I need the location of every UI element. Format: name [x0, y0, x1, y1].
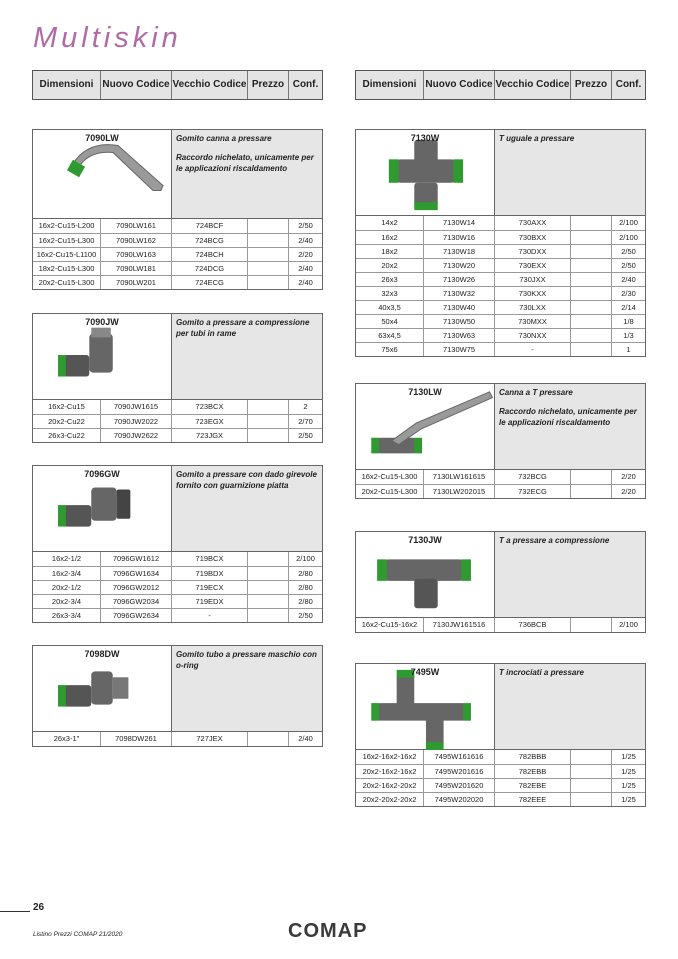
table-row — [356, 750, 645, 764]
table-row — [356, 244, 645, 258]
cell-prezzo — [248, 567, 289, 580]
cell-dimensioni: 20x2-20x2-20x2 — [356, 793, 424, 806]
cell-vecchio-codice: 730AXX — [495, 216, 571, 230]
product-description — [172, 130, 322, 218]
cell-conf: 2/20 — [298, 250, 313, 259]
cell-nuovo-codice: 7098DW261 — [101, 732, 172, 746]
cell-dimensioni: 16x2-Cu15-L1100 — [33, 248, 101, 261]
cell-dimensioni: 20x2-16x2-16x2 — [356, 765, 424, 778]
cell-nuovo-codice: 7495W161616 — [424, 750, 495, 764]
cell-vecchio-codice: 782BBB — [495, 750, 571, 764]
cell-prezzo — [248, 609, 289, 622]
cell-prezzo — [571, 259, 612, 272]
cell-vecchio-codice: 730MXX — [495, 315, 571, 328]
table-row — [356, 484, 645, 498]
description-line: Gomito a pressare con dado girevole fornito con guarnizione piatta — [176, 470, 317, 490]
table-row — [33, 608, 322, 622]
cell-conf: 2/40 — [298, 734, 313, 743]
table-row — [356, 230, 645, 244]
cell-dimensioni: 20x2-Cu15-L300 — [33, 276, 101, 289]
cell-vecchio-codice: 723BCX — [172, 400, 248, 414]
cell-nuovo-codice: 7090LW161 — [101, 219, 172, 233]
cell-conf: 2/40 — [298, 264, 313, 273]
cell-nuovo-codice: 7130W32 — [424, 287, 495, 300]
cell-nuovo-codice: 7130W14 — [424, 216, 495, 230]
cell-nuovo-codice: 7130JW161516 — [424, 618, 495, 632]
cell-conf: 2/50 — [621, 261, 636, 270]
table-row — [33, 247, 322, 261]
product-header — [33, 314, 322, 400]
table-row — [33, 566, 322, 580]
table-row — [33, 414, 322, 428]
footer-text: Listino Prezzi COMAP 21/2020 — [33, 931, 123, 938]
product-header — [356, 384, 645, 470]
product-description — [495, 532, 645, 617]
cell-dimensioni: 40x3,5 — [356, 301, 424, 314]
cell-nuovo-codice: 7130W40 — [424, 301, 495, 314]
cell-dimensioni: 16x2 — [356, 231, 424, 244]
table-row — [356, 216, 645, 230]
table-row — [356, 272, 645, 286]
product-block-7098dw — [32, 645, 323, 747]
product-description — [495, 130, 645, 215]
description-line: Gomito tubo a pressare maschio con o-ring — [176, 650, 317, 670]
description-line: Raccordo nichelato, unicamente per le applicazioni riscaldamento — [499, 407, 637, 427]
table-row — [33, 233, 322, 247]
description-line: Gomito a pressare a compressione per tubi in rame — [176, 318, 310, 338]
description-line: T incrociati a pressare — [499, 668, 584, 677]
table-row — [356, 300, 645, 314]
cell-prezzo — [571, 779, 612, 792]
cell-nuovo-codice: 7096GW2634 — [101, 609, 172, 622]
cell-vecchio-codice: 723JGX — [172, 429, 248, 442]
cell-vecchio-codice: 782EBB — [495, 765, 571, 778]
cell-conf: 2/80 — [298, 583, 313, 592]
cell-nuovo-codice: 7130W16 — [424, 231, 495, 244]
product-description — [172, 466, 322, 551]
cell-dimensioni: 16x2-Cu15-L200 — [33, 219, 101, 233]
header-vecchio-codice: Vecchio Codice — [172, 71, 248, 99]
cell-prezzo — [248, 552, 289, 566]
cell-prezzo — [248, 234, 289, 247]
table-row — [356, 342, 645, 356]
header-nuovo-codice: Nuovo Codice — [424, 71, 495, 99]
cell-vecchio-codice: 724ECG — [172, 276, 248, 289]
cell-dimensioni: 26x3 — [356, 273, 424, 286]
cell-conf: 1/25 — [621, 767, 636, 776]
header-dimensioni: Dimensioni — [33, 71, 101, 99]
cell-dimensioni: 20x2-1/2 — [33, 581, 101, 594]
cell-vecchio-codice: - — [495, 343, 571, 356]
cell-prezzo — [248, 219, 289, 233]
cell-nuovo-codice: 7096GW2012 — [101, 581, 172, 594]
table-row — [33, 580, 322, 594]
cell-vecchio-codice: 732ECG — [495, 485, 571, 498]
page-title: Multiskin — [33, 22, 182, 54]
cell-conf: 2/14 — [621, 303, 636, 312]
cell-prezzo — [248, 581, 289, 594]
product-description — [495, 664, 645, 749]
cell-nuovo-codice: 7130W75 — [424, 343, 495, 356]
header-prezzo: Prezzo — [248, 71, 289, 99]
cell-vecchio-codice: 730DXX — [495, 245, 571, 258]
cell-vecchio-codice: 782EBE — [495, 779, 571, 792]
cell-prezzo — [248, 595, 289, 608]
cell-prezzo — [571, 618, 612, 632]
product-image — [33, 314, 172, 399]
product-rows — [33, 552, 322, 622]
cell-prezzo — [571, 329, 612, 342]
table-row — [33, 732, 322, 746]
cell-dimensioni: 75x6 — [356, 343, 424, 356]
table-row — [33, 400, 322, 414]
cell-dimensioni: 26x3-3/4 — [33, 609, 101, 622]
page-number: 26 — [33, 902, 45, 913]
cell-nuovo-codice: 7130W20 — [424, 259, 495, 272]
cell-conf: 2 — [303, 402, 308, 411]
table-row — [33, 428, 322, 442]
cell-dimensioni: 16x2-16x2-16x2 — [356, 750, 424, 764]
product-rows — [356, 750, 645, 806]
cell-vecchio-codice: 730BXX — [495, 231, 571, 244]
cell-nuovo-codice: 7096GW1634 — [101, 567, 172, 580]
cell-vecchio-codice: 730LXX — [495, 301, 571, 314]
cell-vecchio-codice: 730KXX — [495, 287, 571, 300]
cell-vecchio-codice: 724BCH — [172, 248, 248, 261]
header-nuovo-codice: Nuovo Codice — [101, 71, 172, 99]
cell-conf: 2/40 — [298, 278, 313, 287]
cell-nuovo-codice: 7495W201620 — [424, 779, 495, 792]
cell-nuovo-codice: 7090LW201 — [101, 276, 172, 289]
product-block-7130jw — [355, 531, 646, 633]
cell-dimensioni: 16x2-3/4 — [33, 567, 101, 580]
cell-conf: 2/100 — [619, 218, 638, 227]
product-block-7090lw — [32, 129, 323, 290]
header-prezzo: Prezzo — [571, 71, 612, 99]
product-code: 7090LW — [85, 133, 119, 143]
product-header — [33, 130, 322, 219]
cell-dimensioni: 32x3 — [356, 287, 424, 300]
product-description — [172, 646, 322, 731]
cell-vecchio-codice: 732BCG — [495, 470, 571, 484]
header-vecchio-codice: Vecchio Codice — [495, 71, 571, 99]
product-code: 7090JW — [85, 317, 119, 327]
cell-conf: 2/20 — [621, 472, 636, 481]
cell-nuovo-codice: 7090LW162 — [101, 234, 172, 247]
cell-nuovo-codice: 7130LW202015 — [424, 485, 495, 498]
table-row — [356, 618, 645, 632]
table-row — [33, 594, 322, 608]
cell-vecchio-codice: 724BCG — [172, 234, 248, 247]
product-code: 7495W — [410, 667, 440, 677]
cell-conf: 2/50 — [298, 221, 313, 230]
cell-prezzo — [571, 315, 612, 328]
cell-conf: 1/25 — [621, 752, 636, 761]
product-code: 7130W — [410, 133, 440, 143]
cell-prezzo — [571, 793, 612, 806]
cell-prezzo — [248, 262, 289, 275]
table-header-right — [355, 70, 646, 100]
product-description — [172, 314, 322, 399]
cell-dimensioni: 14x2 — [356, 216, 424, 230]
cell-nuovo-codice: 7096GW2034 — [101, 595, 172, 608]
cell-nuovo-codice: 7090LW163 — [101, 248, 172, 261]
product-block-7495w — [355, 663, 646, 807]
cell-conf: 2/80 — [298, 569, 313, 578]
product-header — [33, 646, 322, 732]
product-rows — [33, 400, 322, 442]
cell-conf: 2/50 — [621, 247, 636, 256]
table-row — [356, 792, 645, 806]
cell-conf: 2/50 — [298, 611, 313, 620]
product-header — [356, 532, 645, 618]
table-row — [33, 275, 322, 289]
product-block-7090jw — [32, 313, 323, 443]
cell-vecchio-codice: 782EEE — [495, 793, 571, 806]
cell-dimensioni: 20x2-Cu15-L300 — [356, 485, 424, 498]
page-number-rule — [0, 911, 30, 912]
cell-dimensioni: 16x2-Cu15-L300 — [33, 234, 101, 247]
cell-nuovo-codice: 7090LW181 — [101, 262, 172, 275]
cell-dimensioni: 20x2-3/4 — [33, 595, 101, 608]
cell-dimensioni: 26x3-1" — [33, 732, 101, 746]
product-image — [356, 664, 495, 749]
cell-prezzo — [571, 470, 612, 484]
table-row — [33, 219, 322, 233]
table-row — [356, 328, 645, 342]
cell-vecchio-codice: - — [172, 609, 248, 622]
cell-dimensioni: 16x2-Cu15-16x2 — [356, 618, 424, 632]
cell-conf: 1/25 — [621, 781, 636, 790]
cell-nuovo-codice: 7130W50 — [424, 315, 495, 328]
cell-prezzo — [571, 273, 612, 286]
header-dimensioni: Dimensioni — [356, 71, 424, 99]
cell-nuovo-codice: 7130W26 — [424, 273, 495, 286]
product-image — [356, 384, 495, 469]
cell-dimensioni: 50x4 — [356, 315, 424, 328]
cell-conf: 1 — [626, 345, 631, 354]
product-image — [356, 130, 495, 215]
product-code: 7130JW — [408, 535, 442, 545]
cell-conf: 1/8 — [623, 317, 634, 326]
cell-vecchio-codice: 724BCF — [172, 219, 248, 233]
cell-nuovo-codice: 7096GW1612 — [101, 552, 172, 566]
cell-dimensioni: 20x2 — [356, 259, 424, 272]
product-header — [33, 466, 322, 552]
product-block-7096gw — [32, 465, 323, 623]
cell-dimensioni: 16x2-Cu15-L300 — [356, 470, 424, 484]
product-image — [33, 646, 172, 731]
cell-nuovo-codice: 7495W202020 — [424, 793, 495, 806]
cell-vecchio-codice: 730JXX — [495, 273, 571, 286]
cell-prezzo — [248, 415, 289, 428]
cell-prezzo — [571, 750, 612, 764]
table-row — [356, 286, 645, 300]
description-line: Raccordo nichelato, unicamente per le applicazioni riscaldamento — [176, 153, 314, 173]
cell-prezzo — [571, 287, 612, 300]
table-row — [33, 261, 322, 275]
table-row — [356, 314, 645, 328]
cell-conf: 2/80 — [298, 597, 313, 606]
cell-conf: 2/100 — [619, 620, 638, 629]
cell-vecchio-codice: 723EGX — [172, 415, 248, 428]
cell-conf: 2/100 — [619, 233, 638, 242]
cell-conf: 1/25 — [621, 795, 636, 804]
cell-prezzo — [571, 765, 612, 778]
cell-nuovo-codice: 7090JW1615 — [101, 400, 172, 414]
cell-nuovo-codice: 7090JW2622 — [101, 429, 172, 442]
product-code: 7096GW — [84, 469, 120, 479]
product-description — [495, 384, 645, 469]
cell-dimensioni: 20x2-Cu22 — [33, 415, 101, 428]
cell-prezzo — [571, 343, 612, 356]
cell-dimensioni: 18x2-Cu15-L300 — [33, 262, 101, 275]
description-line: Gomito canna a pressare — [176, 134, 272, 143]
elbow-pipe-icon — [33, 130, 172, 219]
cell-dimensioni: 16x2-Cu15 — [33, 400, 101, 414]
product-image — [356, 532, 495, 617]
cell-vecchio-codice: 730EXX — [495, 259, 571, 272]
product-rows — [356, 216, 645, 356]
cell-conf: 2/40 — [298, 236, 313, 245]
cell-dimensioni: 26x3-Cu22 — [33, 429, 101, 442]
product-image — [33, 466, 172, 551]
cell-prezzo — [571, 485, 612, 498]
cell-dimensioni: 18x2 — [356, 245, 424, 258]
header-conf: Conf. — [615, 79, 642, 90]
cell-vecchio-codice: 719BCX — [172, 552, 248, 566]
cell-nuovo-codice: 7090JW2022 — [101, 415, 172, 428]
product-rows — [33, 732, 322, 746]
product-rows — [356, 470, 645, 498]
table-row — [356, 258, 645, 272]
cell-nuovo-codice: 7130LW161615 — [424, 470, 495, 484]
table-row — [33, 552, 322, 566]
cell-dimensioni: 16x2-1/2 — [33, 552, 101, 566]
header-conf: Conf. — [292, 79, 319, 90]
cell-conf: 1/3 — [623, 331, 634, 340]
product-block-7130w — [355, 129, 646, 357]
cell-vecchio-codice: 719EDX — [172, 595, 248, 608]
cell-vecchio-codice: 736BCB — [495, 618, 571, 632]
cell-prezzo — [248, 732, 289, 746]
cell-prezzo — [571, 245, 612, 258]
product-image — [33, 130, 172, 218]
cell-conf: 2/40 — [621, 275, 636, 284]
cell-vecchio-codice: 719BDX — [172, 567, 248, 580]
cell-nuovo-codice: 7130W18 — [424, 245, 495, 258]
cell-nuovo-codice: 7130W63 — [424, 329, 495, 342]
description-line: T uguale a pressare — [499, 134, 575, 143]
product-rows — [356, 618, 645, 632]
product-header — [356, 130, 645, 216]
cell-conf: 2/50 — [298, 431, 313, 440]
cell-vecchio-codice: 727JEX — [172, 732, 248, 746]
cell-conf: 2/70 — [298, 417, 313, 426]
table-row — [356, 764, 645, 778]
cell-vecchio-codice: 730NXX — [495, 329, 571, 342]
cell-prezzo — [571, 231, 612, 244]
cell-conf: 2/100 — [296, 554, 315, 563]
cell-prezzo — [248, 429, 289, 442]
cell-prezzo — [248, 276, 289, 289]
cell-prezzo — [571, 216, 612, 230]
product-rows — [33, 219, 322, 289]
cell-prezzo — [248, 248, 289, 261]
description-line: T a pressare a compressione — [499, 536, 610, 545]
comap-logo: COMAP — [288, 920, 368, 942]
product-header — [356, 664, 645, 750]
cell-dimensioni: 63x4,5 — [356, 329, 424, 342]
cell-nuovo-codice: 7495W201616 — [424, 765, 495, 778]
table-row — [356, 470, 645, 484]
table-header-left — [32, 70, 323, 100]
cell-conf: 2/30 — [621, 289, 636, 298]
product-code: 7098DW — [84, 649, 120, 659]
cell-prezzo — [571, 301, 612, 314]
cell-vecchio-codice: 719ECX — [172, 581, 248, 594]
cell-conf: 2/20 — [621, 487, 636, 496]
cell-dimensioni: 20x2-16x2-20x2 — [356, 779, 424, 792]
description-line: Canna a T pressare — [499, 388, 573, 397]
table-row — [356, 778, 645, 792]
cell-prezzo — [248, 400, 289, 414]
product-block-7130lw — [355, 383, 646, 499]
product-code: 7130LW — [408, 387, 442, 397]
cell-vecchio-codice: 724DCG — [172, 262, 248, 275]
